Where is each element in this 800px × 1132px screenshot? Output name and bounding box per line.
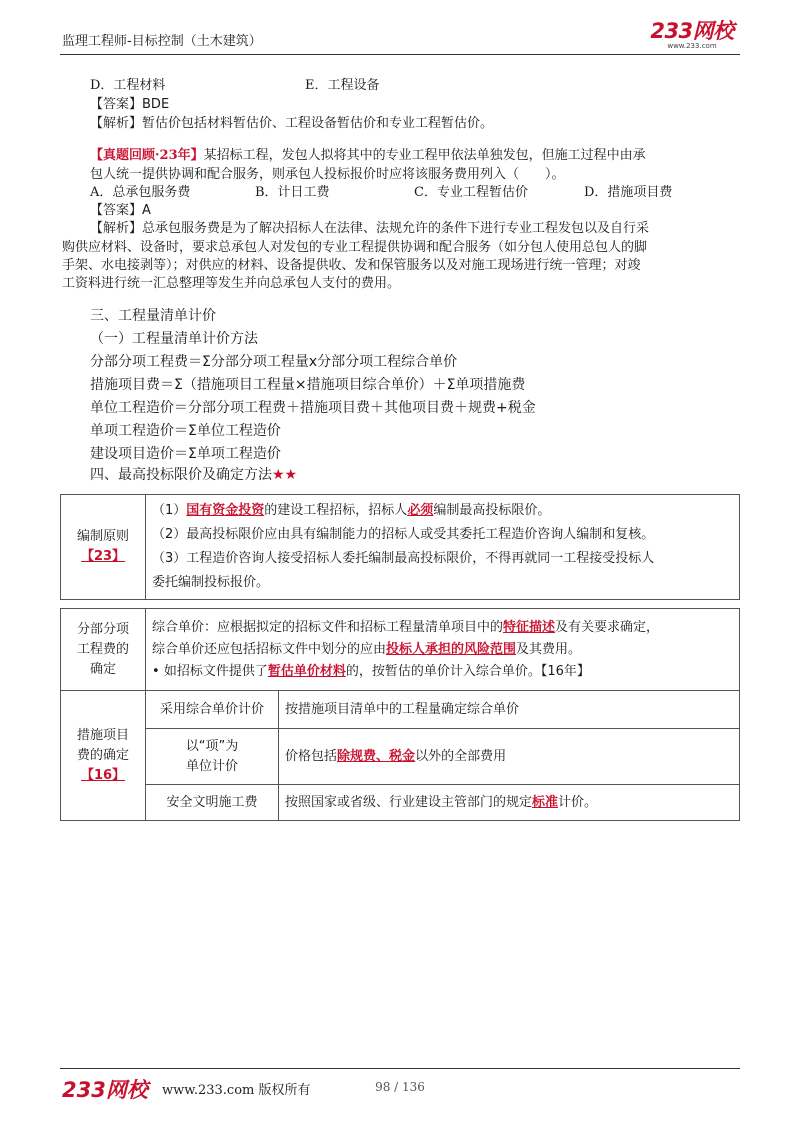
principles-label-cell [61,495,146,600]
content-text: 综合单价：应根据拟定的招标文件和招标工程量清单项目中的 [152,619,504,635]
highlight-text: 税金 [389,748,416,764]
cost-determination-table [60,608,740,821]
highlight-text: 投标人承担的风险范围 [386,641,517,657]
q1-option-e: E．工程设备 [305,78,380,93]
content-text: 价格包括 [285,748,338,764]
highlight-text: 暂估单价材料 [267,663,346,679]
analysis-text: 暂估价包括材料暂估价、工程设备暂估价和专业工程暂估价。 [142,116,494,131]
measure-desc-cell [279,729,740,785]
label-line: 工程费的 [76,641,129,657]
q2-analysis-line-3: 手架、水电接剥等）；对供应的材料、设备提供收、发和保管服务以及对施工现场进行统一管理；对竣 [62,258,641,273]
item-text: 编制最高投标限价。 [433,503,551,518]
measure-method-cell [146,729,279,785]
content-line [152,639,733,661]
content-line [152,617,733,639]
answer-value: BDE [142,97,170,112]
measure-desc-cell [279,785,740,821]
sub-item-label-cell [61,609,146,691]
content-text: 的，按暂估的单价计入综合单价。 [345,663,541,679]
highlight-text: 标准 [532,794,559,810]
header-divider [60,54,740,55]
measures-label-cell [61,691,146,821]
formula-line: 单位工程造价＝分部分项工程费＋措施项目费＋其他项目费＋规费+税金 [90,400,536,416]
content-text: 综合单价还应包括招标文件中划分的应由 [152,641,387,657]
analysis-label: 【解析】 [90,116,143,131]
highlight-text: 国有资金投资 [186,503,265,518]
content-text: 按照国家或省级、行业建设主管部门的规定 [285,794,533,810]
principle-item [152,499,733,523]
exam-tag: 【真题回顾·23年】 [90,148,204,163]
item-prefix: （1） [152,503,187,518]
answer-label: 【答案】 [90,97,143,112]
section-4-heading [90,464,297,486]
item-text: 的建设工程招标，招标人 [264,503,408,518]
measure-method-cell: 采用综合单价计价 [146,691,279,729]
sub-item-content [146,609,740,691]
brand-logo[interactable] [646,20,738,50]
page-current: 98 [375,1080,391,1094]
content-text: 以外的全部费用 [415,748,507,764]
analysis-text: 总承包服务费是为了解决招标人在法律、法规允许的条件下进行专业工程发包以及自行采 [142,221,650,236]
principle-item: （3）工程造价咨询人接受招标人委托编制最高投标限价，不得再就同一工程接受投标人 [152,551,655,566]
q2-analysis-line-2: 购供应材料、设备时，要求总承包人对发包的专业工程提供协调和配合服务（如分包人使用总包人的脚 [62,240,648,255]
star-rating: ★★ [272,467,298,483]
principle-item-continued: 委托编制投标报价。 [152,575,270,590]
stem-text: 某招标工程，发包人拟将其中的专业工程甲依法单独发包，但施工过程中由承 [203,148,646,163]
formula-line: 建设项目造价＝Σ单项工程造价 [90,446,281,462]
logo-url: www.233.com [667,42,717,50]
principles-label: 编制原则 [76,529,129,544]
label-line: 以“项”为 [185,738,239,754]
principle-item: （2）最高投标限价应由具有编制能力的招标人或受其委托工程造价咨询人编制和复核。 [152,527,655,542]
label-line: 确定 [89,661,116,677]
formula-line: 措施项目费＝Σ（措施项目工程量×措施项目综合单价）＋Σ单项措施费 [90,377,526,393]
page-number [0,1080,800,1094]
measure-desc-cell: 按措施项目清单中的工程量确定综合单价 [279,691,740,729]
content-text: 如招标文件提供了 [163,663,268,679]
bullet-icon: • [152,663,160,679]
analysis-label: 【解析】 [90,221,143,236]
measure-method-cell: 安全文明施工费 [146,785,279,821]
footer-copyright: www.233.com 版权所有 [162,1083,311,1098]
highlight-text: 除规费 [337,748,377,764]
section-3-heading: 三、工程量清单计价 [90,308,216,324]
content-text: 计价。 [558,794,598,810]
content-line [152,661,733,683]
year-tag: 【16年】 [540,663,590,679]
label-line: 费的确定 [76,747,129,763]
highlight-text: 必须 [407,503,434,518]
q2-option-c: C．专业工程暂估价 [414,185,528,200]
q2-option-d: D．措施项目费 [584,185,673,200]
header-title: 监理工程师-目标控制（土木建筑） [62,34,262,49]
heading-text: 四、最高投标限价及确定方法 [90,467,272,483]
label-line: 单位计价 [185,758,238,774]
principles-table [60,494,740,600]
section-3-subheading: （一）工程量清单计价方法 [90,331,258,347]
formula-line: 分部分项工程费＝Σ分部分项工程量x分部分项工程综合单价 [90,354,458,370]
highlight-text: 、 [376,748,390,764]
page-total: 136 [402,1080,425,1094]
page-separator: / [390,1080,403,1094]
q1-option-d: D．工程材料 [90,78,166,93]
footer-logo[interactable]: 233网校 [62,1078,148,1102]
label-line: 分部分项 [76,621,129,637]
answer-value: A [142,203,151,218]
q2-option-b: B．计日工费 [255,185,330,200]
q1-analysis [90,113,493,135]
label-line: 措施项目 [76,727,129,743]
year-tag: 【16】 [80,767,126,783]
principles-content [146,495,740,600]
year-tag: 【23】 [80,549,126,564]
logo-text: 233网校 [650,19,734,43]
content-text: 及有关要求确定， [555,619,660,635]
q2-stem-line-2: 包人统一提供协调和配合服务，则承包人投标报价时应将该服务费用列入（ ）。 [90,167,565,182]
q2-option-a: A．总承包服务费 [90,185,191,200]
footer-divider [60,1068,740,1069]
content-text: 及其费用。 [516,641,582,657]
answer-label: 【答案】 [90,203,143,218]
q2-analysis-line-4: 工资料进行统一汇总整理等发生并向总承包人支付的费用。 [62,276,401,291]
highlight-text: 特征描述 [503,619,556,635]
formula-line: 单项工程造价＝Σ单位工程造价 [90,423,281,439]
